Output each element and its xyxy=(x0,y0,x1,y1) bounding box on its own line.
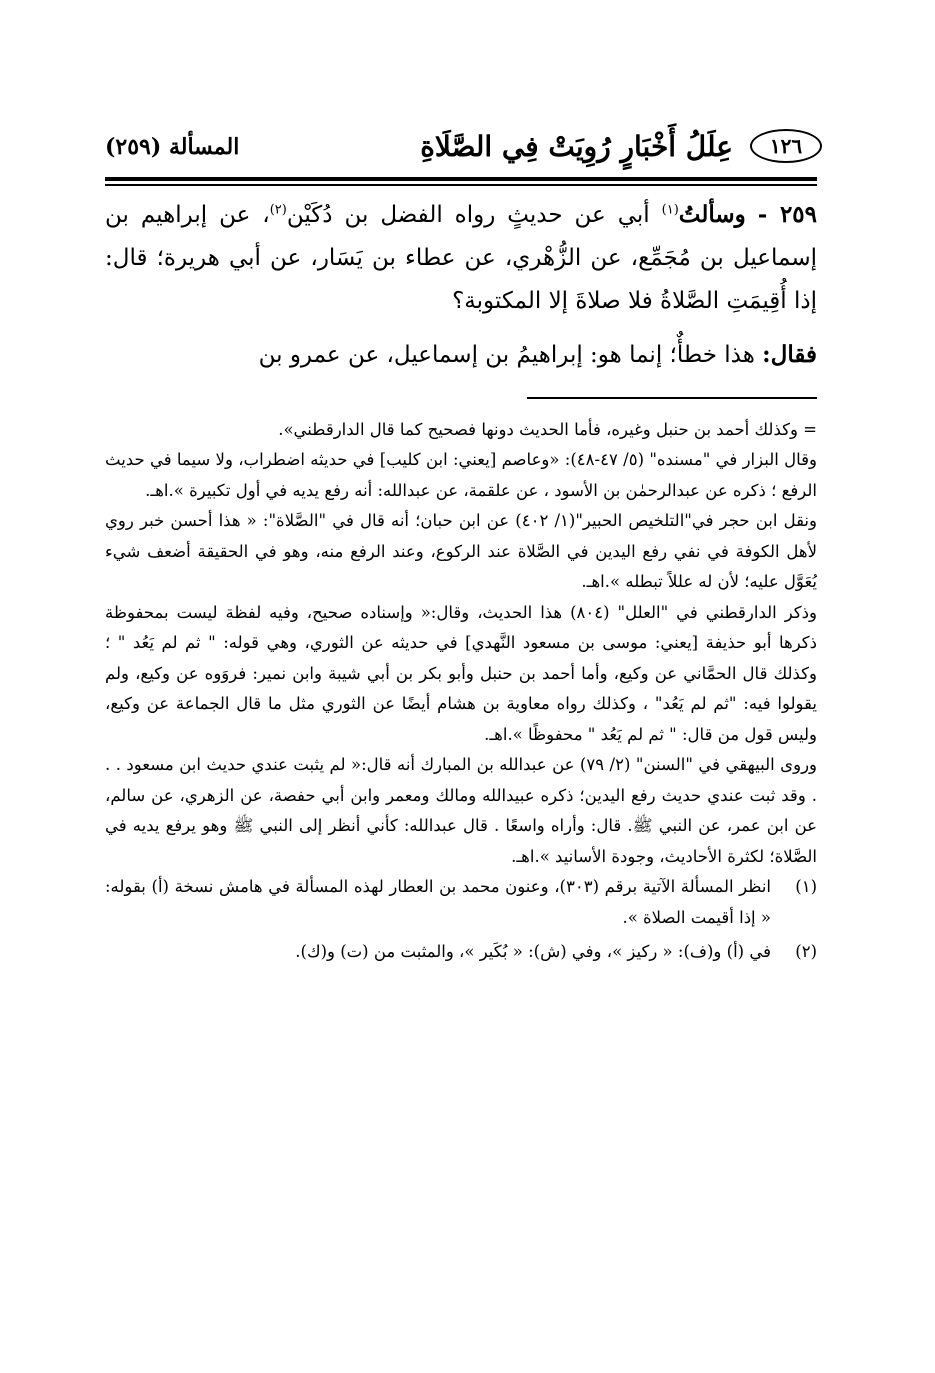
page-number: ١٢٦ xyxy=(769,134,803,158)
footnote-ref-1[interactable]: (١) xyxy=(661,202,679,218)
book-page xyxy=(105,115,817,968)
footnote-text: في (أ) و(ف): « ركيز »، وفي (ش): « بُكَير »، والمثبت من (ت) و(ك). xyxy=(295,942,771,961)
note-continuation-4: وذكر الدارقطني في "العلل" (٨٠٤) هذا الحديث، وقال:« وإسناده صحيح، وفيه لفظة ليست بمحفوظة ذكرها أبو حذيفة [يعني: موسى بن مسعود النَّهدي] في حديثه عن الثوري، وهي قوله: " ثم لم يَعُد " ؛ وكذلك قال الحمَّاني عن وكيع، وأما أحمد بن حنبل وأبو بكر بن أبي شيبة وابن نمير: فروَوه عن وكيع، ولم يقولوا فيه: "ثم لم يَعُد" ، وكذلك رواه معاوية بن هشام أيضًا عن الثوري مثل ما قال الجماعة عن وكيع، وليس قول من قال: " ثم لم يَعُد " محفوظًا ».اهـ. xyxy=(105,602,817,744)
issue-text-b: ، عن إبراهيم بن إسماعيل بن مُجَمِّع، عن الزُّهْري، عن عطاء بن يَسَار، عن أبي هريرة؛ قال: إذا أُقِيمَتِ الصَّلاةُ فلا صلاةَ إلا المكتوبة؟ xyxy=(105,202,817,314)
note-continuation-5: وروى البيهقي في "السنن" (٢/ ٧٩) عن عبدالله بن المبارك أنه قال:« لم يثبت عندي حديث ابن مسعود . . . وقد ثبت عندي حديث رفع اليدين؛ ذكره عبيدالله ومالك ومعمر وابن أبي حفصة، عن الزهري، عن سالم، عن ابن عمر، عن النبي ﷺ. قال: وأراه واسعًا . قال عبدالله: كأني أنظر إلى النبي ﷺ وهو يرفع يديه في الصَّلاة؛ لكثرة الأحاديث، وجودة الأسانيد ».اهـ. xyxy=(105,755,817,866)
issue-text-a: أبي عن حديثٍ رواه الفضل بن دُكَيْن xyxy=(286,202,650,228)
footnotes-section xyxy=(105,415,817,968)
answer-text: هذا خطأٌ؛ إنما هو: إبراهيمُ بن إسماعيل، عن عمرو بن xyxy=(258,342,755,368)
note-continuation-3: ونقل ابن حجر في"التلخيص الحبير"(١/ ٤٠٢) عن ابن حبان؛ أنه قال في "الصَّلاة": « هذا أحسن خبر روي لأهل الكوفة في نفي رفع اليدين في الصَّلاة عند الركوع، وعند الرفع منه، وهو في الحقيقة أضعف شيء يُعَوَّل عليه؛ لأن له عللاً تبطله ».اهـ. xyxy=(105,511,817,591)
header-rule-thick xyxy=(105,177,817,181)
issue-opening: وسألتُ xyxy=(678,201,746,228)
footnote-ref-2[interactable]: (٢) xyxy=(269,202,287,218)
note-continuation-1: = وكذلك أحمد بن حنبل وغيره، فأما الحديث دونها فصحيح كما قال الدارقطني». xyxy=(278,419,817,439)
main-text xyxy=(105,193,817,377)
question-paragraph xyxy=(105,193,817,323)
footnote-text: انظر المسألة الآتية برقم (٣٠٣)، وعنون محمد بن العطار لهذه المسألة في هامش نسخة (أ) بقوله: « إذا أقيمت الصلاة ». xyxy=(105,877,772,927)
page-number-badge xyxy=(750,129,822,163)
note-continuation-2: وقال البزار في "مسنده" (٥/ ٤٧-٤٨): «وعاصم [يعني: ابن كليب] في حديثه اضطراب، ولا سيما في حديث الرفع ؛ ذكره عن عبدالرحمٰن بن الأسود ، عن علقمة، عن عبدالله: أنه رفع يديه في أول تكبيرة ».اهـ. xyxy=(105,450,817,500)
answer-paragraph xyxy=(105,333,817,377)
page-header xyxy=(105,115,817,173)
answer-lead: فقال: xyxy=(762,341,817,368)
issue-label: المسألة (٢٥٩) xyxy=(105,134,240,160)
issue-number: ٢٥٩ - xyxy=(757,201,818,228)
footnote-2 xyxy=(105,937,817,968)
footnote-1 xyxy=(105,872,817,933)
footnote-separator xyxy=(527,397,817,399)
footnote-number: (١) xyxy=(795,877,817,896)
header-rule-thin xyxy=(105,184,817,186)
book-title: عِلَلُ أَخْبَارٍ رُوِيَتْ فِي الصَّلَاةِ xyxy=(420,130,733,163)
footnote-number: (٢) xyxy=(795,942,817,961)
